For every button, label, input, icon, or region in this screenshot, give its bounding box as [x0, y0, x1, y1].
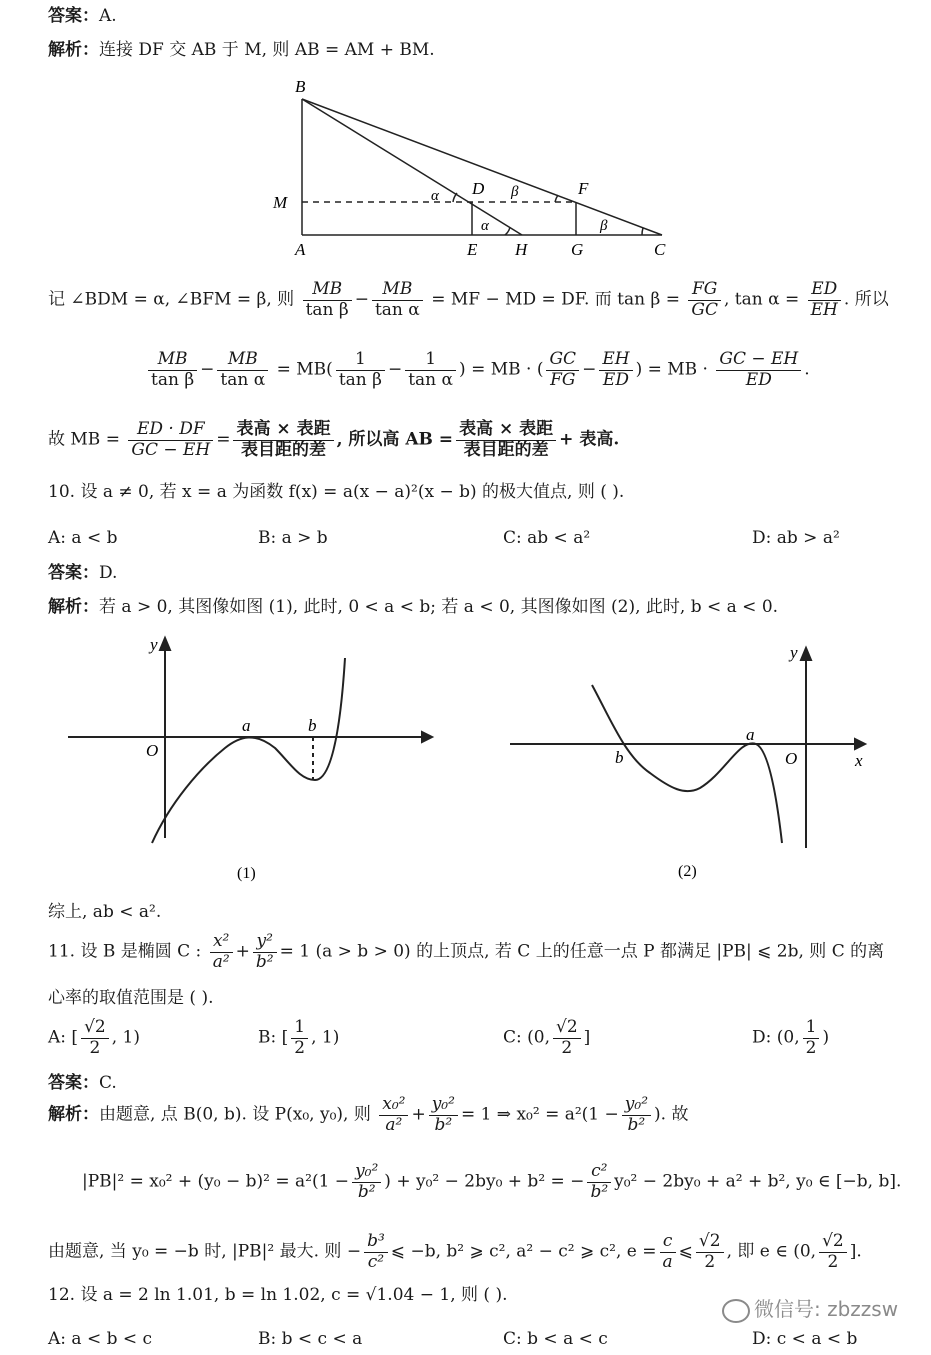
eq1-suoyi: . 所以 — [843, 289, 889, 310]
watermark-text: 微信号: zbzzsw — [754, 1297, 899, 1321]
q11-option-a[interactable] — [48, 1018, 140, 1058]
curve-1 — [152, 658, 345, 843]
angle-beta-arc — [555, 195, 558, 202]
label-o: O — [146, 741, 159, 760]
q12-question: 12. 设 a = 2 ln 1.01, b = ln 1.02, c = √1.04 − 1, 则 ( ). — [48, 1285, 508, 1305]
num: MB — [217, 350, 268, 371]
q10-option-b[interactable]: B: a > b — [258, 528, 328, 548]
last-b: ⩽ −b, b² ⩾ c², a² − c² ⩾ c², e = — [390, 1241, 657, 1262]
label-f: F — [578, 179, 589, 198]
opt-r: ) — [822, 1027, 830, 1048]
den: ED — [745, 369, 772, 390]
x-axis-arrow — [855, 739, 865, 749]
frac-gc-fg — [546, 350, 579, 390]
analysis-text: 连接 DF 交 AB 于 M, 则 AB = AM + BM. — [99, 40, 435, 60]
opt-r: , 1) — [111, 1027, 140, 1048]
num: 1 — [803, 1018, 820, 1039]
answer-value: A. — [99, 6, 117, 26]
q11-option-c[interactable] — [503, 1018, 590, 1058]
num: y₀² — [622, 1095, 651, 1116]
y-axis-arrow — [801, 648, 811, 660]
num: MB — [303, 280, 352, 301]
frac-c2-b2 — [587, 1162, 611, 1202]
den: b² — [627, 1114, 646, 1135]
den: 表目距的差 — [463, 439, 549, 460]
den: 2 — [294, 1037, 306, 1058]
num: 表高 × 表距 — [233, 420, 333, 441]
label-alpha-2: α — [481, 218, 489, 234]
opt-label: C: — [503, 1027, 522, 1048]
label-b: B — [295, 77, 306, 96]
q10-answer — [48, 563, 117, 583]
eq1-prefix: 记 ∠BDM = α, ∠BFM = β, 则 — [48, 289, 295, 310]
frac-mb-tanbeta — [303, 280, 352, 320]
eq3-prefix: 故 MB = — [48, 429, 120, 450]
frac-y02-b2 — [429, 1095, 458, 1135]
answer-label: 答案： — [48, 1073, 99, 1093]
den: 2 — [89, 1037, 101, 1058]
den: 表目距的差 — [241, 439, 327, 460]
frac-mb-tanalpha — [372, 280, 423, 320]
den: c² — [367, 1251, 385, 1272]
label-b: b — [308, 716, 317, 735]
num: b³ — [364, 1232, 388, 1253]
q9-eq-line2: $\frac{MB}{\text{tan β}}$ − $\frac{MB}{\text{tan α}}$ = MB( $\frac{1}{\text{tan β}}$ − $\frac{1}{\text{tan α}}$ ) = MB · ( $\frac{GC}{FG}$ − $\frac{EH}{ED}$ ) = MB · $\frac{GC - EH}{ED}$ . — [145, 350, 810, 390]
den: a² — [385, 1114, 403, 1135]
y-axis-arrow — [160, 638, 170, 650]
num: x₀² — [379, 1095, 408, 1116]
pb-a: |PB|² = x₀² + (y₀ − b)² = a²(1 − — [82, 1171, 350, 1192]
frac-c-a — [660, 1232, 676, 1272]
den: b² — [434, 1114, 453, 1135]
opt-label: A: — [48, 1027, 67, 1048]
frac-fg-gc — [688, 280, 721, 320]
eq3-mid: , 所以高 AB = — [336, 429, 454, 450]
angle-beta-arc-2 — [642, 228, 643, 235]
den: 2 — [805, 1037, 817, 1058]
num: MB — [372, 280, 423, 301]
q11-pb-equation — [82, 1162, 901, 1202]
den: ED — [602, 369, 629, 390]
label-o: O — [785, 749, 798, 768]
num: y₀² — [429, 1095, 458, 1116]
q9-answer — [48, 6, 117, 26]
frac-biaogao-2 — [456, 420, 556, 460]
label-d: D — [472, 179, 485, 198]
opt-l: [ — [71, 1027, 79, 1048]
opt-l: [ — [281, 1027, 289, 1048]
num: ED · DF — [128, 420, 213, 441]
frac-b3-c2 — [364, 1232, 388, 1272]
watermark — [722, 1297, 898, 1323]
frac-1-tanbeta — [336, 350, 385, 390]
last-a: 由题意, 当 y₀ = −b 时, |PB|² 最大. 则 − — [48, 1241, 362, 1262]
pb-c: y₀² − 2by₀ + a² + b², y₀ ∈ [−b, b]. — [614, 1171, 902, 1192]
q9-eq-line1: 记 ∠BDM = α, ∠BFM = β, 则 $\frac{MB}{\text{tan β}}$ − $\frac{MB}{\text{tan α}}$ = MF − MD = DF. 而 tan β = $\frac{FG}{GC}$ , tan α = $\frac{ED}{EH}$ . 所以 — [48, 279, 889, 320]
graph-2 — [500, 638, 890, 888]
q11-analysis-line1: 解析：由题意, 点 B(0, b). 设 P(x₀, y₀), 则 $\frac{\text{x₀²}}{\text{a²}}$ + $\frac{\text{y₀²}}{\text{b²}}$ = 1 ⇒ x₀² = a²(1 − $\frac{\text{y₀²}}{\text{b²}}$ ). 故 — [48, 1094, 689, 1135]
num: √2 — [553, 1018, 581, 1039]
q11-question-line2: 心率的取值范围是 ( ). — [48, 988, 214, 1008]
label-x: x — [855, 751, 863, 770]
label-alpha-1: α — [431, 188, 439, 204]
frac-sqrt2-2-c — [819, 1232, 847, 1272]
num: √2 — [819, 1232, 847, 1253]
eq1-mid: = MF − MD = DF. 而 tan β = — [431, 289, 680, 310]
frac-sqrt2-2 — [81, 1018, 109, 1058]
frac-biaogao — [233, 420, 333, 460]
num: 1 — [336, 350, 385, 371]
q10-option-a[interactable]: A: a < b — [48, 528, 118, 548]
num: x² — [210, 932, 233, 953]
label-y: y — [790, 643, 798, 662]
label-a: a — [746, 725, 755, 744]
den: a² — [212, 951, 230, 972]
den: 2 — [561, 1037, 573, 1058]
q12-option-d[interactable]: D: c < a < b — [752, 1329, 858, 1349]
num: y₀² — [352, 1162, 381, 1183]
frac-x02-a2 — [379, 1095, 408, 1135]
q10-analysis — [48, 597, 778, 617]
frac-x2-a2 — [210, 932, 233, 972]
num: c — [660, 1232, 676, 1253]
ana-a: 由题意, 点 B(0, b). 设 P(x₀, y₀), 则 — [99, 1104, 371, 1125]
num: ED — [808, 280, 841, 301]
label-h: H — [515, 240, 528, 259]
answer-value: D. — [99, 563, 118, 583]
num: GC — [546, 350, 579, 371]
frac-sqrt2-2 — [553, 1018, 581, 1058]
caption: (2) — [678, 863, 697, 880]
frac-mb-tanalpha-2 — [217, 350, 268, 390]
num: GC − EH — [716, 350, 801, 371]
opt-r: , 1) — [311, 1027, 340, 1048]
frac-ed-eh — [808, 280, 841, 320]
den: GC − EH — [131, 439, 211, 460]
last-c: ⩽ — [678, 1241, 693, 1262]
frac-y02-b2-2 — [622, 1095, 651, 1135]
frac-mb-tanbeta-2 — [148, 350, 197, 390]
label-a: a — [242, 716, 251, 735]
den: b² — [255, 951, 274, 972]
label-beta-2: β — [600, 218, 608, 234]
eq2-mid2: ) = MB · ( — [459, 359, 544, 380]
ana-b: = 1 ⇒ x₀² = a²(1 − — [460, 1104, 619, 1125]
label-beta-1: β — [511, 184, 519, 200]
frac-y2-b2 — [253, 932, 277, 972]
num: √2 — [81, 1018, 109, 1039]
segment-bh — [302, 99, 522, 235]
den: GC — [691, 299, 718, 320]
q12-option-b[interactable]: B: b < c < a — [258, 1329, 363, 1349]
frac-1-2 — [803, 1018, 820, 1058]
den: tan α — [220, 369, 266, 390]
num: MB — [148, 350, 197, 371]
period: . — [804, 359, 810, 380]
num: y² — [253, 932, 277, 953]
den: 2 — [704, 1251, 716, 1272]
frac-eddf-gceh — [128, 420, 213, 460]
answer-label: 答案： — [48, 563, 99, 583]
q10-summary: 综上, ab < a². — [48, 902, 162, 922]
q11-option-b[interactable] — [258, 1018, 339, 1058]
label-y: y — [150, 635, 158, 654]
num: 1 — [405, 350, 456, 371]
geometry-figure — [265, 72, 685, 262]
den: EH — [810, 299, 838, 320]
frac-gceh-ed — [716, 350, 801, 390]
q11-conclusion — [48, 1232, 862, 1272]
q-prefix: 11. 设 B 是椭圆 C : — [48, 941, 202, 962]
label-b: b — [615, 748, 624, 767]
den: b² — [357, 1181, 376, 1202]
opt-label: D: — [752, 1027, 772, 1048]
eq1-tan-alpha: , tan α = — [723, 289, 800, 310]
answer-value: C. — [99, 1073, 117, 1093]
frac-1-2 — [291, 1018, 308, 1058]
q10-question: 10. 设 a ≠ 0, 若 x = a 为函数 f(x) = a(x − a)²(x − b) 的极大值点, 则 ( ). — [48, 482, 625, 502]
den: tan β — [338, 369, 382, 390]
den: tan β — [151, 369, 195, 390]
opt-l: (0, — [776, 1027, 800, 1048]
num: c² — [587, 1162, 611, 1183]
q10-option-d[interactable]: D: ab > a² — [752, 528, 840, 548]
q11-option-d[interactable] — [752, 1018, 829, 1058]
graph-1 — [60, 628, 440, 888]
eq2-end: ) = MB · — [635, 359, 708, 380]
angle-alpha-arc-2 — [505, 227, 510, 235]
analysis-text: 若 a > 0, 其图像如图 (1), 此时, 0 < a < b; 若 a < 0, 其图像如图 (2), 此时, b < a < 0. — [99, 597, 779, 617]
q9-analysis — [48, 40, 435, 60]
num: EH — [599, 350, 632, 371]
opt-l: (0, — [527, 1027, 551, 1048]
opt-label: B: — [258, 1027, 277, 1048]
last-d: , 即 e ∈ (0, — [726, 1241, 817, 1262]
den: 2 — [827, 1251, 839, 1272]
answer-label: 答案： — [48, 6, 99, 26]
frac-sqrt2-2-b — [696, 1232, 724, 1272]
q-suffix: = 1 (a > b > 0) 的上顶点, 若 C 上的任意一点 P 都满足 |PB| ⩽ 2b, 则 C 的离 — [279, 941, 885, 962]
eq2-mid: = MB( — [276, 359, 333, 380]
num: 1 — [291, 1018, 308, 1039]
q11-question: 11. 设 B 是椭圆 C : $\frac{\text{x²}}{\text{a²}}$ + $\frac{\text{y²}}{\text{b²}}$ = 1 (a > b > 0) 的上顶点, 若 C 上的任意一点 P 都满足 |PB| ⩽ 2b, 则 C 的离 — [48, 931, 885, 972]
analysis-label: 解析： — [48, 40, 99, 60]
num: √2 — [696, 1232, 724, 1253]
label-a: A — [295, 240, 306, 259]
last-e: ]. — [849, 1241, 862, 1262]
label-g: G — [571, 240, 584, 259]
den: tan α — [374, 299, 420, 320]
frac-eh-ed — [599, 350, 632, 390]
q12-option-a[interactable]: A: a < b < c — [48, 1329, 153, 1349]
analysis-label: 解析： — [48, 1104, 99, 1125]
q9-eq-line3: 故 MB = $\frac{ED \cdot DF}{GC - EH}$ = $\frac{\text{表高 × 表距}}{\text{表目距的差}}$ , 所以高 AB = $\frac{\text{表高 × 表距}}{\text{表目距的差}}$ + 表高. — [48, 419, 620, 460]
x-axis-arrow — [422, 732, 432, 742]
opt-r: ] — [583, 1027, 591, 1048]
label-e: E — [467, 240, 478, 259]
frac-y02-b2-3 — [352, 1162, 381, 1202]
num: FG — [688, 280, 721, 301]
label-m: M — [273, 193, 288, 212]
den: FG — [550, 369, 576, 390]
q12-option-c[interactable]: C: b < a < c — [503, 1329, 608, 1349]
frac-1-tanalpha — [405, 350, 456, 390]
wechat-icon — [722, 1299, 750, 1323]
analysis-label: 解析： — [48, 597, 99, 617]
den: tan α — [408, 369, 454, 390]
pb-b: ) + y₀² − 2by₀ + b² = − — [384, 1171, 585, 1192]
num: 表高 × 表距 — [456, 420, 556, 441]
q10-option-c[interactable]: C: ab < a² — [503, 528, 591, 548]
den: tan β — [305, 299, 349, 320]
den: b² — [590, 1181, 609, 1202]
label-c: C — [654, 240, 666, 259]
ana-c: ). 故 — [654, 1104, 689, 1125]
den: a — [662, 1251, 673, 1272]
q11-answer — [48, 1073, 117, 1093]
eq3-end: + 表高. — [559, 429, 620, 450]
segment-bc — [302, 99, 662, 235]
caption: (1) — [237, 865, 256, 882]
